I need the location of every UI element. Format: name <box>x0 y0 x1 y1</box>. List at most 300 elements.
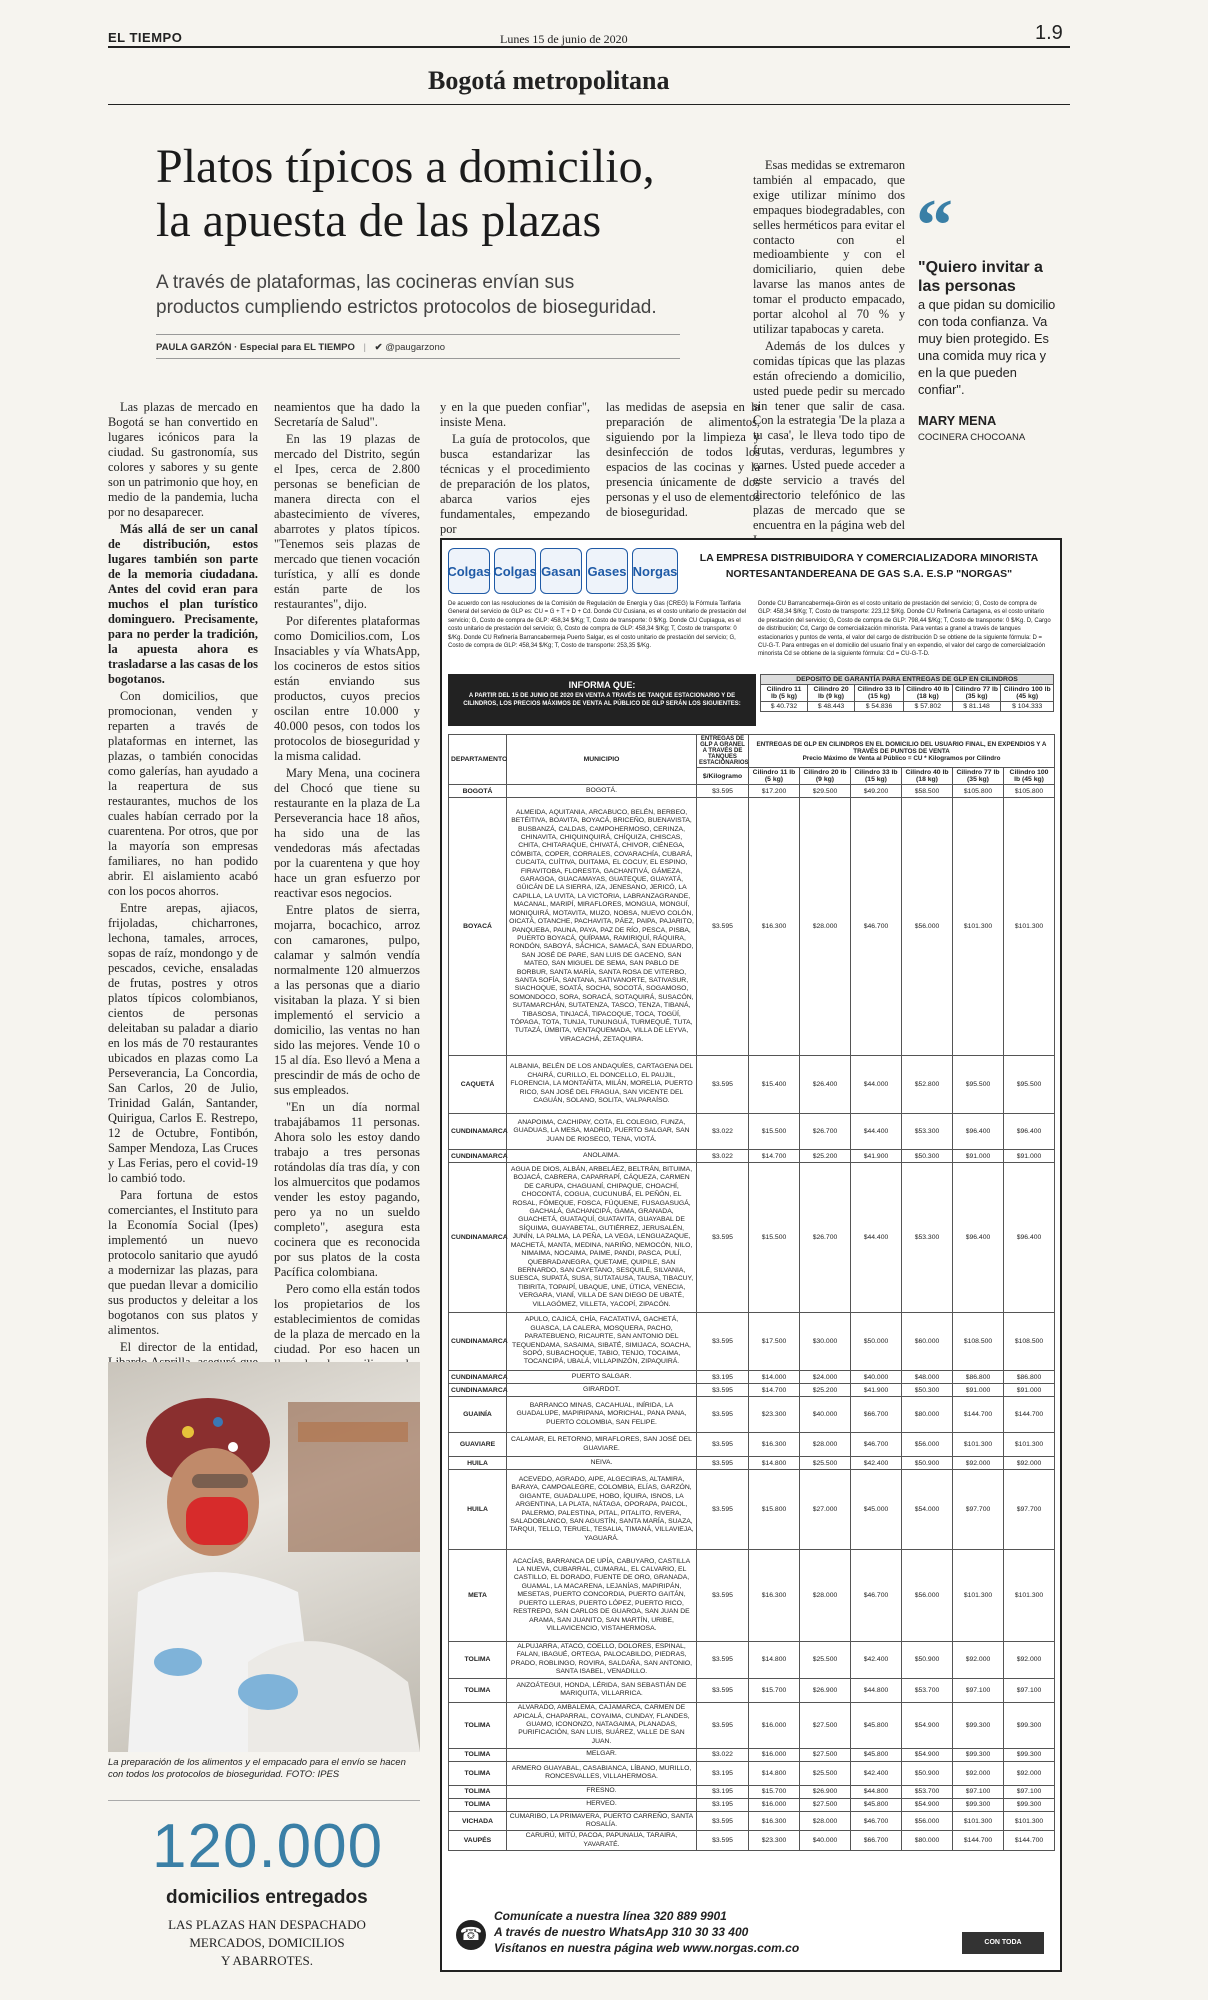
deck-line-2: productos cumpliendo estrictos protocolos de bioseguridad. <box>156 297 657 318</box>
ad-title-line-1: LA EMPRESA DISTRIBUIDORA Y COMERCIALIZADORA MINORISTA <box>699 552 1039 564</box>
cylinder-price-cell: $15.800 <box>749 1470 800 1550</box>
department-cell: BOGOTÁ <box>449 785 507 798</box>
department-cell: TOLIMA <box>449 1785 507 1798</box>
price-row <box>449 1313 1055 1371</box>
cylinder-price-cell: $144.700 <box>1004 1831 1055 1851</box>
cylinder-price-cell: $15.400 <box>749 1056 800 1114</box>
department-cell: TOLIMA <box>449 1748 507 1761</box>
department-cell: TOLIMA <box>449 1761 507 1785</box>
cylinder-price-cell: $144.700 <box>953 1831 1004 1851</box>
logo-gasan: Gasan <box>540 548 582 594</box>
paragraph: Más allá de ser un canal de distribución, estos lugares también son parte de la memoria ciudadana. Antes del covid eran para muchos el plan turístico dominguero. Precisamente, para no perder la tradición, la apuesta ahora es trasladarse a las casas de los bogotanos. <box>108 522 258 686</box>
municipio-cell: CARURÚ, MITÚ, PACOA, PAPUNAUA, TARAIRA, YAVARATÉ. <box>507 1831 697 1851</box>
cylinder-price-cell: $101.300 <box>1004 1433 1055 1457</box>
paragraph: Por diferentes plataformas como Domicilios.com, Los Insaciables y vía WhatsApp, los cocineros de estos sitios están enviando sus productos, cuyos precios oscilan entre 10.000 y 40.000 pesos, con todos los protocolos de bioseguridad y la misma calidad. <box>274 614 420 763</box>
deposit-value: $ 81.148 <box>952 702 1001 712</box>
cylinder-price-cell: $101.300 <box>1004 1550 1055 1642</box>
department-cell: VICHADA <box>449 1811 507 1831</box>
granel-price-cell: $3.595 <box>697 785 749 798</box>
granel-price-cell: $3.195 <box>697 1785 749 1798</box>
granel-price-cell: $3.595 <box>697 1056 749 1114</box>
department-cell: CUNDINAMARCA <box>449 1384 507 1397</box>
municipio-cell: BOGOTÁ. <box>507 785 697 798</box>
cylinder-price-cell: $92.000 <box>1004 1761 1055 1785</box>
stat-number: 120.000 <box>152 1812 384 1881</box>
cylinder-price-cell: $91.000 <box>953 1384 1004 1397</box>
cylinder-price-cell: $99.300 <box>1004 1798 1055 1811</box>
price-row <box>449 1798 1055 1811</box>
cylinder-price-cell: $53.300 <box>902 1114 953 1150</box>
granel-price-cell: $3.195 <box>697 1798 749 1811</box>
cylinder-price-cell: $56.000 <box>902 1433 953 1457</box>
contact-whatsapp[interactable]: A través de nuestro WhatsApp 310 30 33 400 <box>494 1925 749 1939</box>
norgas-advertisement <box>440 538 1062 1972</box>
paragraph: En las 19 plazas de mercado del Distrito, según el Ipes, cerca de 2.800 personas se benefician de manera directa con el abastecimiento de víveres, abarrotes y platos típicos. "Tenemos seis plazas de mercado que tienen vocación turística, y allí es donde están parte de los restaurantes", dijo. <box>274 432 420 611</box>
cylinder-price-cell: $17.500 <box>749 1313 800 1371</box>
cylinder-price-cell: $92.000 <box>953 1457 1004 1470</box>
ad-title-line-2: NORTESANTANDEREANA DE GAS S.A. E.S.P "NORGAS" <box>725 568 1013 580</box>
legal-text-left: De acuerdo con las resoluciones de la Comisión de Regulación de Energía y Gas (CREG) la Fórmula Tarifaria General del servicio de GLP es: CU = G + T + D + Cd. Donde CU Cusiana, es el costo unitario de prestación del servicio; G, Costo de compra de GLP: 458,34 $/Kg; T, Costo de transporte: 0 $/Kg. Donde CU Cupiagua, es el costo unitario de prestación del servicio; G, Costo de compra de GLP: 458,34 $/Kg; T, Costo de transporte: 0 $/Kg. Donde CU Refinería Barrancabermeja Puerto Salgar, es el costo unitario de prestación del servicio; G, Costo de compra de GLP: 458,34 $/Kg; T, Costo de transporte: 253,35 $/Kg. <box>448 601 747 650</box>
cylinder-price-cell: $40.000 <box>851 1371 902 1384</box>
municipio-cell: APULO, CAJICÁ, CHÍA, FACATATIVÁ, GACHETÁ, GUASCA, LA CALERA, MOSQUERA, PACHO, PARATEBUENO, RICAURTE, SAN ANTONIO DEL TEQUENDAMA, SASAIMA, SIBATÉ, SIMIJACA, SOACHA, SOPÓ, SUBACHOQUE, TABIO, TENJO, TOCAIMA, TOCANCIPÁ, UBALÁ, VILLAPINZÓN, ZIPAQUIRÁ. <box>507 1313 697 1371</box>
quote-name: MARY MENA <box>918 413 997 428</box>
municipio-cell: HERVEO. <box>507 1798 697 1811</box>
col-cyl: Cilindro 20 lb (9 kg) <box>800 768 851 785</box>
legal-text-right: Donde CU Barrancabermeja-Girón es el costo unitario de prestación del servicio; G, Costo de compra de GLP: 458,34 $/Kg; T, Costo de transporte: 223,12 $/Kg. Donde CU Refinería Cartagena, es el costo unitario de prestación del servicio; G, Costo de compra de GLP: 798,44 $/Kg; T, Costo de transporte: 0 $/Kg. D, Cargo de distribución; Cd, Cargo de comercialización minorista. Para ventas a granel a través de tanques estacionarios y puntos de venta, el valor del cargo de distribución D se obtiene de la siguiente fórmula: D = CU-G-T. Para entregas en el domicilio del usuario final y en expendio, el valor del cargo de comercialización minorista Cd se obtiene de la siguiente fórmula: Cd = CU-G-T-D. <box>758 601 1051 658</box>
col-dept: DEPARTAMENTO <box>449 735 507 785</box>
cylinder-price-cell: $44.800 <box>851 1678 902 1702</box>
cylinder-price-cell: $97.100 <box>953 1785 1004 1798</box>
granel-price-cell: $3.195 <box>697 1761 749 1785</box>
section-title: Bogotá metropolitana <box>428 66 670 95</box>
cylinder-price-cell: $26.400 <box>800 1056 851 1114</box>
price-row <box>449 1163 1055 1313</box>
cook-photo <box>108 1362 420 1752</box>
municipio-cell: AGUA DE DIOS, ALBÁN, ARBELÁEZ, BELTRÁN, BITUIMA, BOJACÁ, CABRERA, CAPARRAPÍ, CÁQUEZA, CARMEN DE CARUPA, CHAGUANÍ, CHIPAQUE, CHOACHÍ, CHOCONTÁ, COGUA, CUCUNUBÁ, EL PEÑÓN, EL ROSAL, FÓMEQUE, FOSCA, FÚQUENE, FUSAGASUGÁ, GACHALÁ, GACHANCIPÁ, GAMA, GRANADA, GUACHETÁ, GUATAQUÍ, GUATAVITA, GUAYABAL DE SÍQUIMA, GUAYABETAL, GUTIÉRREZ, JERUSALÉN, JUNÍN, LA PALMA, LA PEÑA, LA VEGA, LENGUAZAQUE, MACHETÁ, MANTA, MEDINA, NARIÑO, NEMOCÓN, NILO, NIMAIMA, NOCAIMA, PAIME, PANDI, PASCA, PULÍ, QUEBRADANEGRA, QUETAME, QUIPILE, SAN BERNARDO, SAN CAYETANO, SESQUILÉ, SILVANIA, SUESCA, SUPATÁ, SUSA, SUTATAUSA, TAUSA, TIBACUY, TIBIRITA, TOPAIPÍ, UBAQUE, UNE, ÚTICA, VENECIA, VERGARA, VIANÍ, VILLA DE SAN DIEGO DE UBATÉ, VILLAGÓMEZ, VILLETA, YACOPÍ, ZIPACÓN. <box>507 1163 697 1313</box>
department-cell: HUILA <box>449 1470 507 1550</box>
granel-price-cell: $3.595 <box>697 1397 749 1433</box>
cylinder-price-cell: $53.700 <box>902 1678 953 1702</box>
municipio-cell: GIRARDOT. <box>507 1384 697 1397</box>
cylinder-price-cell: $15.500 <box>749 1114 800 1150</box>
cylinder-price-cell: $101.300 <box>953 1433 1004 1457</box>
department-cell: HUILA <box>449 1457 507 1470</box>
logo-gases: Gases <box>586 548 628 594</box>
col-granel-unit: $/Kilogramo <box>697 768 749 785</box>
department-cell: TOLIMA <box>449 1798 507 1811</box>
byline-rule-bottom <box>156 358 680 359</box>
cylinder-price-cell: $44.400 <box>851 1163 902 1313</box>
logo-colgas-2: Colgas <box>494 548 536 594</box>
cylinder-price-cell: $99.300 <box>953 1748 1004 1761</box>
col-cylinders-title: ENTREGAS DE GLP EN CILINDROS EN EL DOMICILIO DEL USUARIO FINAL, EN EXPENDIOS Y A TRAVÉS DE PUNTOS DE VENTA <box>756 740 1047 755</box>
cylinder-price-cell: $97.100 <box>953 1678 1004 1702</box>
department-cell: META <box>449 1550 507 1642</box>
cylinder-price-cell: $23.300 <box>749 1831 800 1851</box>
pull-quote <box>918 258 1060 446</box>
cylinder-price-cell: $86.800 <box>1004 1371 1055 1384</box>
granel-price-cell: $3.595 <box>697 1470 749 1550</box>
municipio-cell: CUMARIBO, LA PRIMAVERA, PUERTO CARREÑO, SANTA ROSALÍA. <box>507 1811 697 1831</box>
municipio-cell: ARMERO GUAYABAL, CASABIANCA, LÍBANO, MURILLO, RONCESVALLES, VILLAHERMOSA. <box>507 1761 697 1785</box>
cylinder-price-cell: $24.000 <box>800 1371 851 1384</box>
col-cyl: Cilindro 33 lb (15 kg) <box>851 768 902 785</box>
granel-price-cell: $3.595 <box>697 1313 749 1371</box>
cylinder-price-cell: $40.000 <box>800 1831 851 1851</box>
article-column-1 <box>108 400 258 1477</box>
price-row <box>449 1642 1055 1679</box>
price-row <box>449 1678 1055 1702</box>
cylinder-price-cell: $15.700 <box>749 1678 800 1702</box>
article-headline <box>156 140 655 248</box>
cylinder-price-cell: $25.500 <box>800 1642 851 1679</box>
cylinder-price-cell: $46.700 <box>851 1550 902 1642</box>
cylinder-price-cell: $58.500 <box>902 785 953 798</box>
department-cell: CUNDINAMARCA <box>449 1114 507 1150</box>
cylinder-price-cell: $45.800 <box>851 1798 902 1811</box>
cylinder-price-cell: $42.400 <box>851 1457 902 1470</box>
cylinder-price-cell: $42.400 <box>851 1761 902 1785</box>
paragraph: Esas medidas se extremaron también al empacado, que exige utilizar mínimo dos empaques biodegradables, con selles herméticos para evitar el contacto con el medioambiente y con el domiciliario, quien debe lavarse las manos antes de tomar el producto empacado, portar alcohol al 70 % y utilizar tapabocas y careta. <box>753 158 905 336</box>
quote-mark-icon: “ <box>916 185 953 267</box>
municipio-cell: ACACÍAS, BARRANCA DE UPÍA, CABUYARO, CASTILLA LA NUEVA, CUBARRAL, CUMARAL, EL CALVARIO, EL CASTILLO, EL DORADO, FUENTE DE ORO, GRANADA, GUAMAL, LA MACARENA, LEJANÍAS, MAPIRIPÁN, MESETAS, PUERTO CONCORDIA, PUERTO GAITÁN, PUERTO LLERAS, PUERTO LÓPEZ, PUERTO RICO, RESTREPO, SAN CARLOS DE GUAROA, SAN JUAN DE ARAMA, SAN JUANITO, SAN MARTÍN, URIBE, VILLAVICENCIO, VISTAHERMOSA. <box>507 1550 697 1642</box>
page-number: 1.9 <box>1035 22 1063 44</box>
price-row <box>449 1114 1055 1150</box>
paragraph: El director de la entidad, <box>120 1340 258 1354</box>
article-column-5 <box>753 158 905 550</box>
paragraph: Entre platos de sierra, mojarra, bocachico, arroz con camarones, pulpo, calamar y salmón vendía normalmente 120 almuerzos a las personas que a diario visitaban la plaza. Y si bien implementó el servicio a domicilio, las ventas no han sido las mejores. Vende 10 o 15 al día. Eso llevó a Mena a prescindir de más de ocho de sus empleados. <box>274 903 420 1097</box>
safety-seal: CON TODA SEGURIDAD. <box>962 1932 1044 1954</box>
cylinder-price-cell: $27.000 <box>800 1470 851 1550</box>
paragraph: Mary Mena, una cocinera del Chocó que tiene su restaurante en la plaza de La Perseverancia hace 18 años, ha sido una de las vendedoras más afectadas por la cuarentena y que hoy hace un gran esfuerzo por reactivar esos negocios. <box>274 766 420 900</box>
price-row <box>449 1056 1055 1114</box>
cylinder-price-cell: $49.200 <box>851 785 902 798</box>
cylinder-price-cell: $16.300 <box>749 1550 800 1642</box>
deposit-value: $ 54.836 <box>855 702 904 712</box>
cylinder-price-cell: $56.000 <box>902 1550 953 1642</box>
quote-role: COCINERA CHOCOANA <box>918 432 1026 443</box>
cylinder-price-cell: $86.800 <box>953 1371 1004 1384</box>
cylinder-price-cell: $91.000 <box>1004 1150 1055 1163</box>
department-cell: TOLIMA <box>449 1702 507 1748</box>
granel-price-cell: $3.595 <box>697 1550 749 1642</box>
cylinder-price-cell: $14.700 <box>749 1150 800 1163</box>
cylinder-price-cell: $16.300 <box>749 1811 800 1831</box>
cylinder-price-cell: $26.900 <box>800 1678 851 1702</box>
article-column-2 <box>274 400 420 1479</box>
paragraph: Para fortuna de estos comerciantes, el Instituto para la Economía Social (Ipes) implementó un nuevo protocolo sanitario que ayudó a modernizar las plazas, para que puedan llevar a domicilio sus productos y deleitar a los bogotanos con sus platos y alimentos. <box>108 1188 258 1337</box>
cylinder-price-cell: $96.400 <box>1004 1163 1055 1313</box>
col-cyl: Cilindro 40 lb (18 kg) <box>902 768 953 785</box>
cylinder-price-cell: $45.800 <box>851 1702 902 1748</box>
department-cell: BOYACÁ <box>449 798 507 1056</box>
department-cell: CUNDINAMARCA <box>449 1371 507 1384</box>
department-cell: CUNDINAMARCA <box>449 1163 507 1313</box>
price-row <box>449 1761 1055 1785</box>
cylinder-price-cell: $14.800 <box>749 1761 800 1785</box>
cylinder-price-cell: $41.900 <box>851 1384 902 1397</box>
photo-illustration <box>108 1362 420 1752</box>
price-row <box>449 1433 1055 1457</box>
cylinder-price-cell: $44.400 <box>851 1114 902 1150</box>
stat-sub-2: MERCADOS, DOMICILIOS <box>189 1935 345 1950</box>
price-row <box>449 1702 1055 1748</box>
granel-price-cell: $3.022 <box>697 1114 749 1150</box>
price-table-body <box>449 785 1055 1851</box>
section-rule <box>108 104 1070 105</box>
cylinder-price-cell: $50.000 <box>851 1313 902 1371</box>
cylinder-price-cell: $97.700 <box>953 1470 1004 1550</box>
paragraph: Entre arepas, ajiacos, frijoladas, chicharrones, lechona, tamales, arroces, sopas de raíz, mondongo y de pescados, ceviche, ensaladas de frutas, postres y otros platos típicos colombianos, cientos de personas deleitaban su paladar a diario en los más de 70 restaurantes ubicados en plazas como La Perseverancia, La Concordia, San Carlos, 20 de Julio, Trinidad Galán, Santander, Quirigua, Carlos E. Restrepo, 12 de Octubre, Fontibón, Samper Mendoza, Las Cruces y Las Ferias, pero el covid-19 lo cambió todo. <box>108 901 258 1185</box>
department-cell: CUNDINAMARCA <box>449 1150 507 1163</box>
paragraph: La guía de protocolos, que busca estandarizar las técnicas y el procedimiento de preparación de los platos, abarca varios ejes fundamentales, empezando por <box>440 432 590 536</box>
cylinder-price-cell: $95.500 <box>1004 1056 1055 1114</box>
cylinder-price-cell: $108.500 <box>953 1313 1004 1371</box>
department-cell: VAUPÉS <box>449 1831 507 1851</box>
cylinder-price-cell: $144.700 <box>953 1397 1004 1433</box>
price-row <box>449 1550 1055 1642</box>
municipio-cell: FRESNO. <box>507 1785 697 1798</box>
cylinder-price-cell: $50.300 <box>902 1384 953 1397</box>
cylinder-price-cell: $41.900 <box>851 1150 902 1163</box>
municipio-cell: BARRANCO MINAS, CACAHUAL, INÍRIDA, LA GUADALUPE, MAPIRIPANA, MORICHAL, PANA PANA, PUERTO COLOMBIA, SAN FELIPE. <box>507 1397 697 1433</box>
contact-phone[interactable]: Comunícate a nuestra línea 320 889 9901 <box>494 1909 727 1923</box>
article-column-4 <box>606 400 760 522</box>
cylinder-price-cell: $25.200 <box>800 1150 851 1163</box>
deposit-col: Cilindro 100 lb (45 kg) <box>1001 685 1054 702</box>
cylinder-price-cell: $101.300 <box>1004 1811 1055 1831</box>
cylinder-price-cell: $99.300 <box>1004 1702 1055 1748</box>
cylinder-price-cell: $101.300 <box>953 1811 1004 1831</box>
cylinder-price-cell: $27.500 <box>800 1798 851 1811</box>
col-cylinders-sub: Precio Máximo de Venta al Público = CU * Kilogramos por Cilindro <box>802 754 1001 762</box>
municipio-cell: ACEVEDO, AGRADO, AIPE, ALGECIRAS, ALTAMIRA, BARAYA, CAMPOALEGRE, COLOMBIA, ELÍAS, GARZÓN, GIGANTE, GUADALUPE, HOBO, ÍQUIRA, ISNOS, LA ARGENTINA, LA PLATA, NÁTAGA, OPORAPA, PAICOL, PALERMO, PALESTINA, PITAL, PITALITO, RIVERA, SALADOBLANCO, SAN AGUSTÍN, SANTA MARÍA, SUAZA, TARQUI, TELLO, TERUEL, TESALIA, TIMANÁ, VILLAVIEJA, YAGUARÁ. <box>507 1470 697 1550</box>
contact-website[interactable]: Visítanos en nuestra página web www.norgas.com.co <box>494 1941 800 1955</box>
cylinder-price-cell: $99.300 <box>953 1798 1004 1811</box>
cylinder-price-cell: $26.700 <box>800 1163 851 1313</box>
cylinder-price-cell: $28.000 <box>800 1550 851 1642</box>
contact-block <box>494 1908 799 1956</box>
municipio-cell: ALVARADO, AMBALEMA, CAJAMARCA, CARMEN DE APICALÁ, CHAPARRAL, COYAIMA, CUNDAY, FLANDES, GUAMO, ICONONZO, NATAGAIMA, PLANADAS, PURIFICACIÓN, SAN LUIS, SUÁREZ, VALLE DE SAN JUAN. <box>507 1702 697 1748</box>
cylinder-price-cell: $66.700 <box>851 1831 902 1851</box>
logo-colgas-1: Colgas <box>448 548 490 594</box>
cylinder-price-cell: $97.100 <box>1004 1678 1055 1702</box>
deposit-col: Cilindro 11 lb (5 kg) <box>761 685 808 702</box>
col-cyl: Cilindro 11 lb (5 kg) <box>749 768 800 785</box>
department-cell: CUNDINAMARCA <box>449 1313 507 1371</box>
price-row <box>449 1150 1055 1163</box>
cylinder-price-cell: $14.800 <box>749 1457 800 1470</box>
cylinder-price-cell: $23.300 <box>749 1397 800 1433</box>
cylinder-price-cell: $26.900 <box>800 1785 851 1798</box>
cylinder-price-cell: $97.100 <box>1004 1785 1055 1798</box>
price-row <box>449 1811 1055 1831</box>
cylinder-price-cell: $101.300 <box>953 1550 1004 1642</box>
issue-date: Lunes 15 de junio de 2020 <box>500 32 628 46</box>
cylinder-price-cell: $99.300 <box>953 1702 1004 1748</box>
cylinder-price-cell: $92.000 <box>1004 1457 1055 1470</box>
cylinder-price-cell: $44.800 <box>851 1785 902 1798</box>
cylinder-price-cell: $53.700 <box>902 1785 953 1798</box>
department-cell: TOLIMA <box>449 1642 507 1679</box>
cylinder-price-cell: $91.000 <box>1004 1384 1055 1397</box>
phone-icon: ☎ <box>456 1920 486 1950</box>
cylinder-price-cell: $96.400 <box>953 1114 1004 1150</box>
cylinder-price-cell: $50.300 <box>902 1150 953 1163</box>
price-table <box>448 734 1055 1851</box>
granel-price-cell: $3.595 <box>697 1433 749 1457</box>
col-municipio: MUNICIPIO <box>507 735 697 785</box>
informa-box <box>448 674 756 726</box>
cylinder-price-cell: $48.000 <box>902 1371 953 1384</box>
cylinder-price-cell: $92.000 <box>953 1761 1004 1785</box>
cylinder-price-cell: $14.800 <box>749 1642 800 1679</box>
cylinder-price-cell: $17.200 <box>749 785 800 798</box>
price-row <box>449 785 1055 798</box>
municipio-cell: CALAMAR, EL RETORNO, MIRAFLORES, SAN JOSÉ DEL GUAVIARE. <box>507 1433 697 1457</box>
cylinder-price-cell: $56.000 <box>902 1811 953 1831</box>
cylinder-price-cell: $50.900 <box>902 1642 953 1679</box>
granel-price-cell: $3.595 <box>697 1831 749 1851</box>
price-row <box>449 1785 1055 1798</box>
cylinder-price-cell: $30.000 <box>800 1313 851 1371</box>
department-cell: GUAINÍA <box>449 1397 507 1433</box>
cylinder-price-cell: $44.000 <box>851 1056 902 1114</box>
price-row <box>449 1748 1055 1761</box>
cylinder-price-cell: $46.700 <box>851 1811 902 1831</box>
municipio-cell: ALPUJARRA, ATACO, COELLO, DOLORES, ESPINAL, FALAN, IBAGUÉ, ORTEGA, PALOCABILDO, PIEDRAS, PRADO, ROBLINGO, ROVIRA, SALDAÑA, SAN ANTONIO, SANTA ISABEL, VENADILLO. <box>507 1642 697 1679</box>
municipio-cell: ANOLAIMA. <box>507 1150 697 1163</box>
cylinder-price-cell: $25.500 <box>800 1761 851 1785</box>
cylinder-price-cell: $16.000 <box>749 1798 800 1811</box>
department-cell: TOLIMA <box>449 1678 507 1702</box>
cylinder-price-cell: $99.300 <box>1004 1748 1055 1761</box>
deck-line-1: A través de plataformas, las cocineras envían sus <box>156 272 575 293</box>
twitter-handle[interactable]: @paugarzono <box>385 342 446 353</box>
cylinder-price-cell: $101.300 <box>953 798 1004 1056</box>
price-row <box>449 1384 1055 1397</box>
municipio-cell: MELGAR. <box>507 1748 697 1761</box>
paragraph: Las plazas de mercado en Bogotá se han convertido en lugares icónicos para la ciudad. Su gastronomía, sus colores y sabores y su gente son un patrimonio que hoy, en medio de la pandemia, lucha por no desaparecer. <box>108 400 258 519</box>
cylinder-price-cell: $50.900 <box>902 1761 953 1785</box>
granel-price-cell: $3.595 <box>697 1457 749 1470</box>
paragraph: neamientos que ha dado la Secretaría de Salud". <box>274 400 420 429</box>
deposit-title: DEPOSITO DE GARANTÍA PARA ENTREGAS DE GLP EN CILINDROS <box>761 675 1054 685</box>
paragraph: Además de los dulces y comidas típicas que las plazas están ofreciendo a domicilio, usted puede pedir su mercado sin tener que salir de casa. Con la estrategia 'De la plaza a tu casa', le lleva todo tipo de frutas, verduras, legumbres y carnes. Usted puede acceder a este servicio a través del directorio telefónico de las plazas de mercado que se encuentra en la página web del <box>753 338 905 532</box>
col-granel: ENTREGAS DE GLP A GRANEL A TRAVÉS DE TANQUES ESTACIONARIOS <box>697 735 749 768</box>
paragraph: las medidas de asepsia en la preparación de alimentos, siguiendo por la limpieza y desinfección de todos los espacios de las cocinas y la presencia únicamente de dos personas y el uso de elementos de bioseguridad. <box>606 400 760 519</box>
deposit-value: $ 57.802 <box>903 702 952 712</box>
cylinder-price-cell: $27.500 <box>800 1702 851 1748</box>
cylinder-price-cell: $28.000 <box>800 1433 851 1457</box>
granel-price-cell: $3.195 <box>697 1371 749 1384</box>
cylinder-price-cell: $15.700 <box>749 1785 800 1798</box>
deposit-col: Cilindro 33 lb (15 kg) <box>855 685 904 702</box>
cylinder-price-cell: $16.000 <box>749 1702 800 1748</box>
headline-line-1: Platos típicos a domicilio, <box>156 140 655 193</box>
municipio-cell: ANAPOIMA, CACHIPAY, COTA, EL COLEGIO, FUNZA, GUADUAS, LA MESA, MADRID, PUERTO SALGAR, SAN JUAN DE RIOSECO, TENA, VIOTÁ. <box>507 1114 697 1150</box>
deposit-value: $ 48.443 <box>807 702 854 712</box>
cylinder-price-cell: $15.500 <box>749 1163 800 1313</box>
cylinder-price-cell: $14.700 <box>749 1384 800 1397</box>
granel-price-cell: $3.595 <box>697 1702 749 1748</box>
cylinder-price-cell: $105.800 <box>953 785 1004 798</box>
deposit-col: Cilindro 77 lb (35 kg) <box>952 685 1001 702</box>
cylinder-price-cell: $40.000 <box>800 1397 851 1433</box>
stat-sub <box>142 1916 392 1970</box>
byline-rule-top <box>156 334 680 335</box>
price-row <box>449 1457 1055 1470</box>
quote-lead: "Quiero invitar a las personas <box>918 259 1043 295</box>
deposit-col: Cilindro 20 lb (9 kg) <box>807 685 854 702</box>
ad-title <box>684 550 1054 582</box>
cylinder-price-cell: $91.000 <box>953 1150 1004 1163</box>
cylinder-price-cell: $144.700 <box>1004 1397 1055 1433</box>
price-row <box>449 1831 1055 1851</box>
cylinder-price-cell: $54.900 <box>902 1748 953 1761</box>
price-row <box>449 1470 1055 1550</box>
cylinder-price-cell: $16.000 <box>749 1748 800 1761</box>
cylinder-price-cell: $80.000 <box>902 1397 953 1433</box>
cylinder-price-cell: $54.000 <box>902 1470 953 1550</box>
cylinder-price-cell: $105.800 <box>1004 785 1055 798</box>
cylinder-price-cell: $96.400 <box>1004 1114 1055 1150</box>
cylinder-price-cell: $97.700 <box>1004 1470 1055 1550</box>
municipio-cell: ANZOÁTEGUI, HONDA, LÉRIDA, SAN SEBASTIÁN DE MARIQUITA, VILLARRICA. <box>507 1678 697 1702</box>
cylinder-price-cell: $50.900 <box>902 1457 953 1470</box>
article-column-3 <box>440 400 590 539</box>
granel-price-cell: $3.022 <box>697 1150 749 1163</box>
article-deck <box>156 270 657 320</box>
price-row <box>449 1371 1055 1384</box>
cylinder-price-cell: $66.700 <box>851 1397 902 1433</box>
cylinder-price-cell: $54.900 <box>902 1702 953 1748</box>
cylinder-price-cell: $16.300 <box>749 798 800 1056</box>
cylinder-price-cell: $92.000 <box>1004 1642 1055 1679</box>
deposit-col: Cilindro 40 lb (18 kg) <box>903 685 952 702</box>
cylinder-price-cell: $16.300 <box>749 1433 800 1457</box>
granel-price-cell: $3.022 <box>697 1748 749 1761</box>
granel-price-cell: $3.595 <box>697 1384 749 1397</box>
cylinder-price-cell: $27.500 <box>800 1748 851 1761</box>
cylinder-price-cell: $42.400 <box>851 1642 902 1679</box>
headline-line-2: la apuesta de las plazas <box>156 194 602 247</box>
deposit-value: $ 104.333 <box>1001 702 1054 712</box>
informa-text: A PARTIR DEL 15 DE JUNIO DE 2020 EN VENTA A TRAVÉS DE TANQUE ESTACIONARIO Y DE CILINDROS, LOS PRECIOS MÁXIMOS DE VENTA AL PÚBLICO DE GLP SERÁN LOS SIGUIENTES: <box>463 693 741 707</box>
cylinder-price-cell: $101.300 <box>1004 798 1055 1056</box>
department-cell: GUAVIARE <box>449 1433 507 1457</box>
cylinder-price-cell: $25.500 <box>800 1457 851 1470</box>
price-row <box>449 1397 1055 1433</box>
cylinder-price-cell: $60.000 <box>902 1313 953 1371</box>
cylinder-price-cell: $29.500 <box>800 785 851 798</box>
cylinder-price-cell: $56.000 <box>902 798 953 1056</box>
granel-price-cell: $3.595 <box>697 1678 749 1702</box>
cylinder-price-cell: $45.000 <box>851 1470 902 1550</box>
cylinder-price-cell: $25.200 <box>800 1384 851 1397</box>
paragraph: "En un día normal trabajábamos 11 personas. Ahora solo les estoy dando trabajo a tres personas rotándolas día tras día, y con los almuercitos que podamos vender les estoy pagando, pero ya no un sueldo completo", asegura esta cocinera que es reconocida por sus platos de la costa Pacífica colombiana. <box>274 1100 420 1279</box>
cylinder-price-cell: $96.400 <box>953 1163 1004 1313</box>
cylinder-price-cell: $52.800 <box>902 1056 953 1114</box>
cylinder-price-cell: $26.700 <box>800 1114 851 1150</box>
cylinder-price-cell: $45.800 <box>851 1748 902 1761</box>
cylinder-price-cell: $54.900 <box>902 1798 953 1811</box>
col-cylinders <box>749 735 1055 768</box>
informa-title: INFORMA QUE: <box>568 680 636 690</box>
logo-norgas: Norgas <box>632 548 678 594</box>
municipio-cell: ALMEIDA, AQUITANIA, ARCABUCO, BELÉN, BERBEO, BETÉITIVA, BOAVITA, BOYACÁ, BRICEÑO, BUENAVISTA, BUSBANZÁ, CALDAS, CAMPOHERMOSO, CERINZA, CHINAVITA, CHIQUINQUIRÁ, CHÍQUIZA, CHISCAS, CHITA, CHITARAQUE, CHIVATÁ, CHIVOR, CIÉNEGA, CÓMBITA, COPER, CORRALES, COVARACHÍA, CUBARÁ, CUCAITA, CUÍTIVA, DUITAMA, EL COCUY, EL ESPINO, FIRAVITOBA, FLORESTA, GACHANTIVÁ, GÁMEZA, GARAGOA, GUACAMAYAS, GUATEQUE, GUAYATÁ, GÜICÁN DE LA SIERRA, IZA, JENESANO, JERICÓ, LA CAPILLA, LA UVITA, LA VICTORIA, LABRANZAGRANDE, MACANAL, MARIPÍ, MIRAFLORES, MONGUA, MONGUÍ, MONIQUIRÁ, MOTAVITA, MUZO, NOBSA, NUEVO COLÓN, OICATÁ, OTANCHE, PACHAVITA, PÁEZ, PAIPA, PAJARITO, PANQUEBA, PAUNA, PAYA, PAZ DE RÍO, PESCA, PISBA, PUERTO BOYACÁ, QUÍPAMA, RAMIRIQUÍ, RÁQUIRA, RONDÓN, SABOYÁ, SÁCHICA, SAMACÁ, SAN EDUARDO, SAN JOSÉ DE PARE, SAN LUIS DE GACENO, SAN MATEO, SAN MIGUEL DE SEMA, SAN PABLO DE BORBUR, SANTA MARÍA, SANTA ROSA DE VITERBO, SANTA SOFÍA, SANTANA, SATIVANORTE, SATIVASUR, SIACHOQUE, SOATÁ, SOCHA, SOCOTÁ, SOGAMOSO, SOMONDOCO, SORA, SORACÁ, SOTAQUIRÁ, SUSACÓN, SUTAMARCHÁN, SUTATENZA, TASCO, TENZA, TIBANÁ, TIBASOSA, TINJACÁ, TIPACOQUE, TOCA, TOGÜÍ, TÓPAGA, TOTA, TUNJA, TUNUNGUÁ, TURMEQUÉ, TUTA, TUTAZÁ, ÚMBITA, VENTAQUEMADA, VILLA DE LEYVA, VIRACACHÁ, ZETAQUIRA. <box>507 798 697 1056</box>
cylinder-price-cell: $92.000 <box>953 1642 1004 1679</box>
